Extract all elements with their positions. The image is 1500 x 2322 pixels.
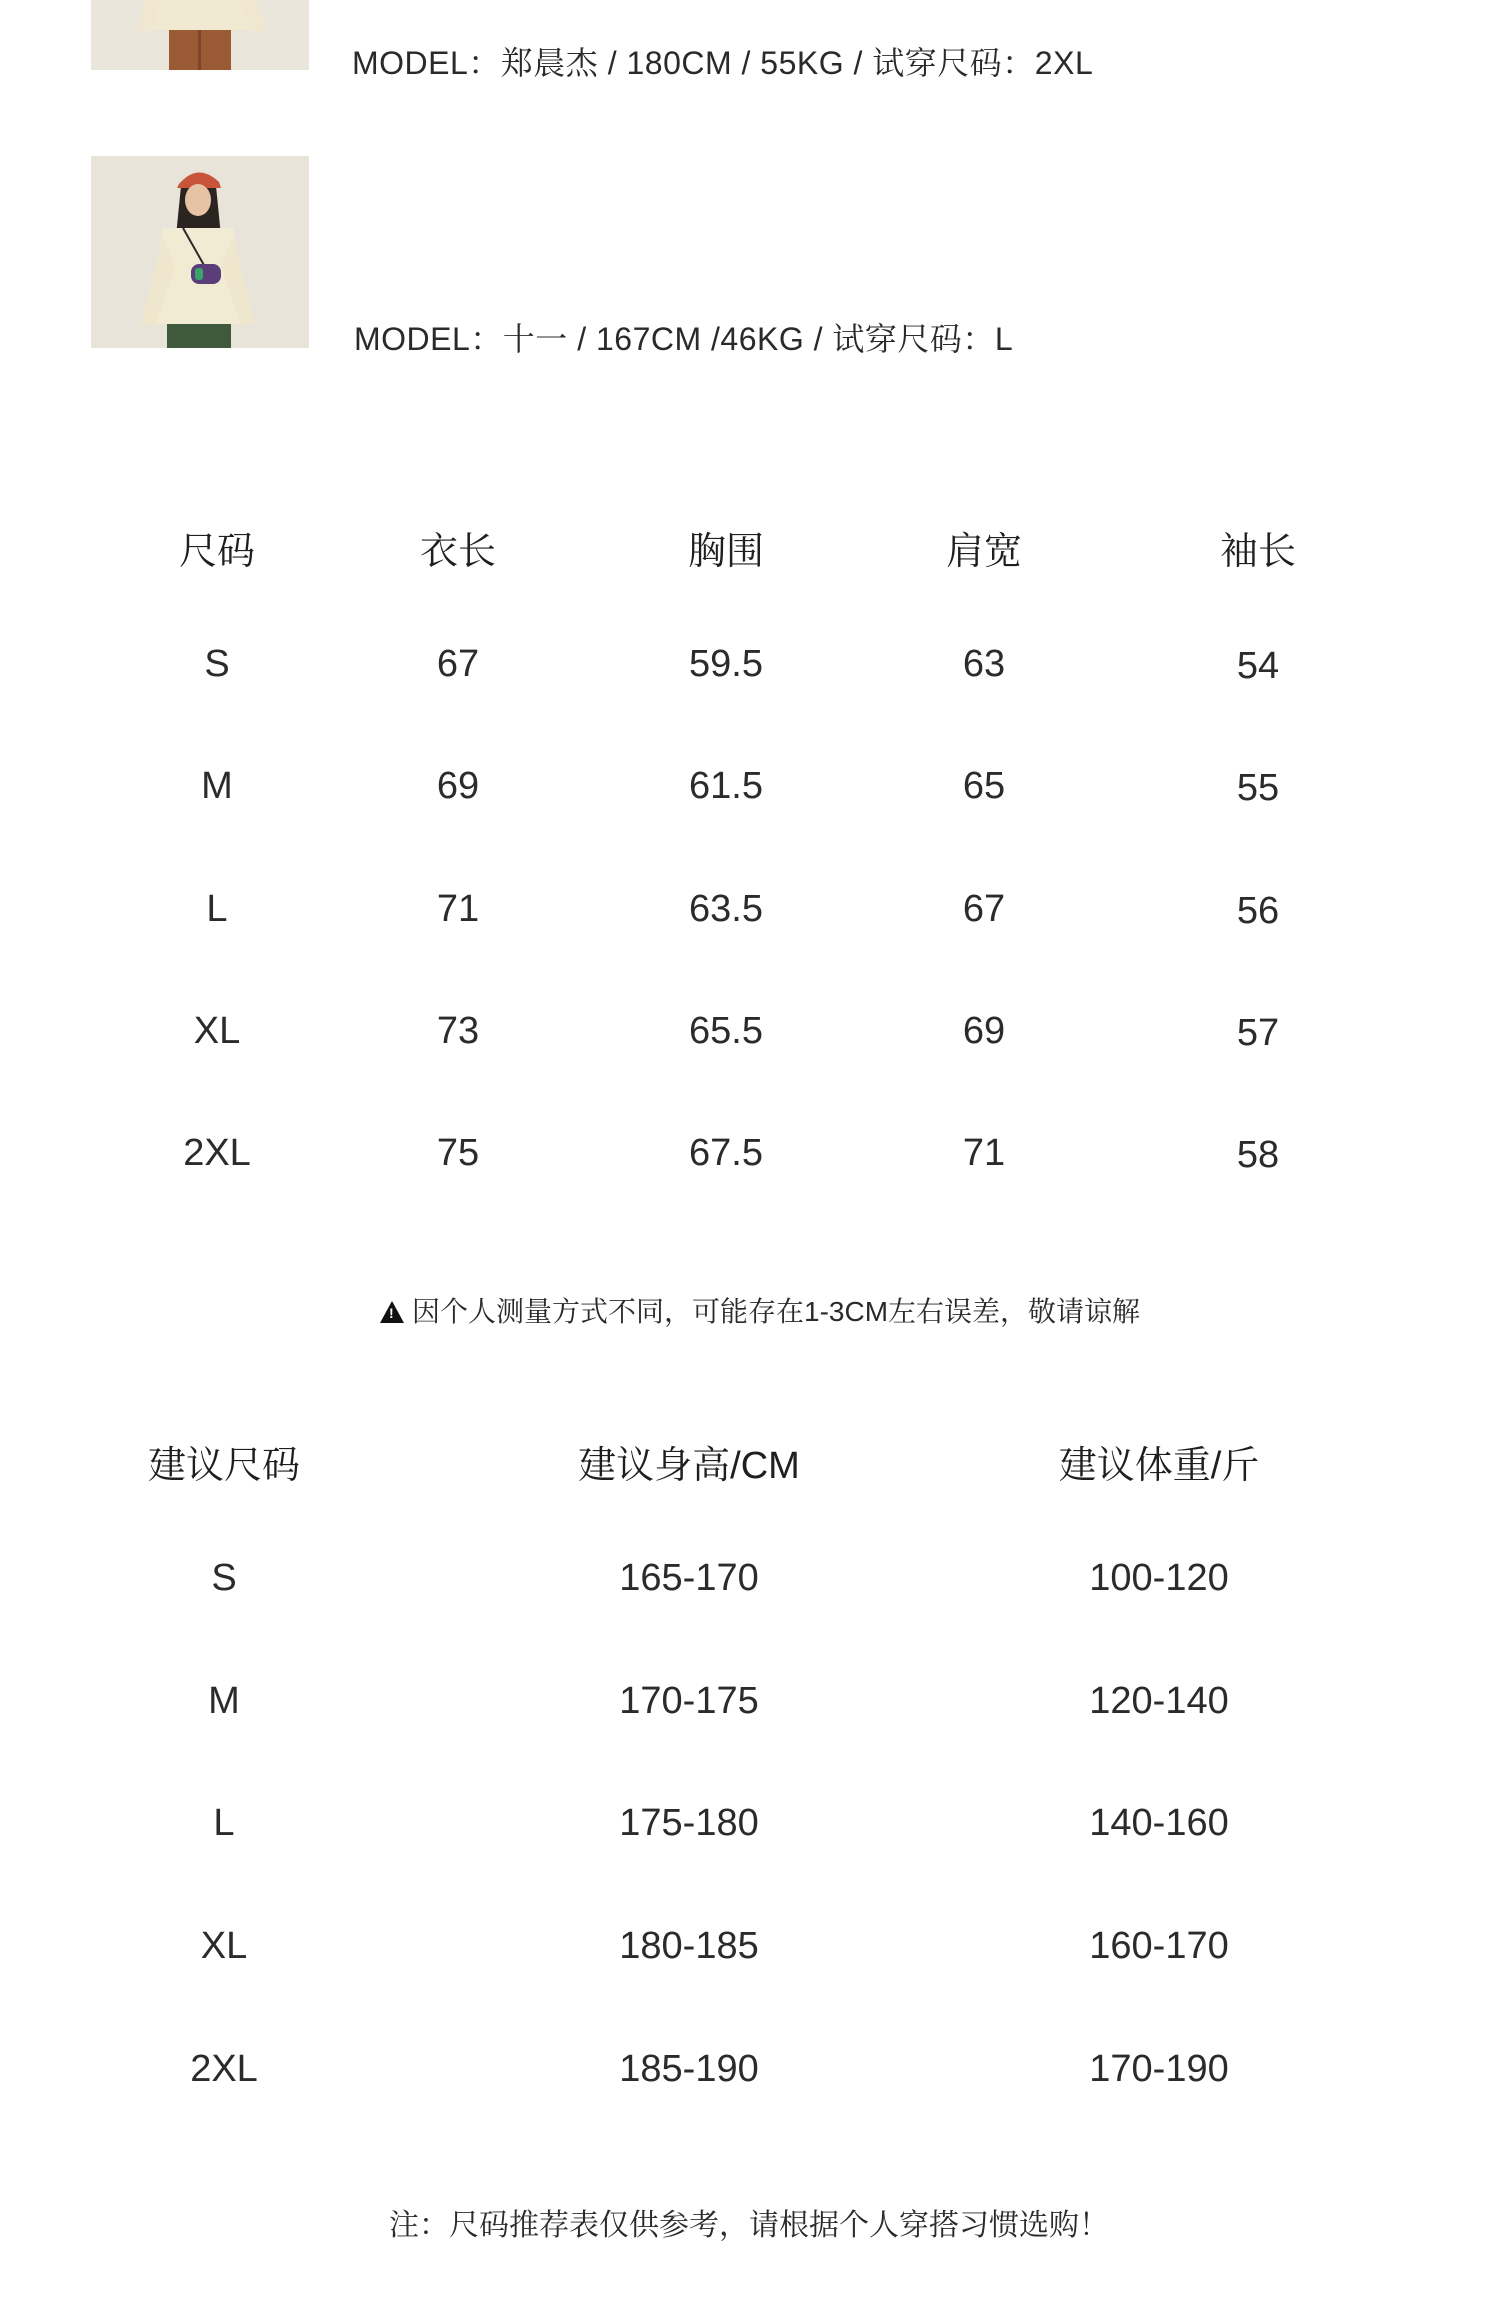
size-chart-header: 胸围 (687, 531, 765, 573)
model-photo-2 (91, 156, 309, 348)
size-chart-cell: XL (193, 1010, 241, 1052)
size-chart-cell: 58 (1236, 1134, 1280, 1176)
size-chart-cell: 65.5 (689, 1010, 763, 1052)
size-chart-header: 袖长 (1219, 531, 1297, 573)
recommend-chart-header: 建议尺码 (147, 1445, 301, 1487)
size-chart-cell: M (201, 765, 233, 807)
recommend-chart-cell: 180-185 (619, 1925, 759, 1967)
recommend-chart-cell: 175-180 (619, 1802, 759, 1844)
size-chart-cell: 63.5 (689, 888, 763, 930)
recommend-chart-header: 建议身高/CM (578, 1445, 800, 1487)
size-chart-cell: 2XL (183, 1132, 251, 1174)
measure-note-text: 因个人测量方式不同，可能存在1-3CM左右误差，敬请谅解 (412, 1296, 1141, 1327)
size-chart-cell: 67 (436, 643, 480, 685)
size-chart-cell: 54 (1236, 645, 1280, 687)
size-chart-header: 尺码 (178, 531, 256, 573)
size-chart-cell: 65 (962, 765, 1006, 807)
size-chart-cell: 59.5 (689, 643, 763, 685)
recommend-chart-cell: L (213, 1802, 235, 1844)
recommend-chart-cell: M (208, 1680, 240, 1722)
size-chart-cell: 75 (436, 1132, 480, 1174)
measure-note (380, 1290, 1140, 1330)
size-chart-cell: 67.5 (689, 1132, 763, 1174)
recommend-chart-cell: 170-190 (1089, 2048, 1229, 2090)
model-caption-2: MODEL：十一 / 167CM /46KG / 试穿尺码：L (354, 321, 1014, 357)
recommend-chart-cell: 165-170 (619, 1557, 759, 1599)
size-chart-cell: 69 (436, 765, 480, 807)
size-chart-header: 肩宽 (945, 531, 1023, 573)
recommend-chart-cell: 170-175 (619, 1680, 759, 1722)
recommend-chart-cell: 100-120 (1089, 1557, 1229, 1599)
size-chart-cell: 73 (436, 1010, 480, 1052)
size-chart-cell: 57 (1236, 1012, 1280, 1054)
recommend-chart-cell: S (211, 1557, 237, 1599)
recommend-chart-cell: 2XL (190, 2048, 258, 2090)
size-chart-cell: 67 (962, 888, 1006, 930)
recommend-chart-cell: 160-170 (1089, 1925, 1229, 1967)
size-chart-header: 衣长 (419, 531, 497, 573)
size-chart-cell: 63 (962, 643, 1006, 685)
size-chart-cell: 55 (1236, 767, 1280, 809)
recommend-chart-cell: 120-140 (1089, 1680, 1229, 1722)
size-chart-cell: 71 (436, 888, 480, 930)
size-chart-cell: 56 (1236, 890, 1280, 932)
size-chart-cell: 71 (962, 1132, 1006, 1174)
footer-note: 注：尺码推荐表仅供参考，请根据个人穿搭习惯选购！ (389, 2209, 1109, 2242)
recommend-chart-cell: XL (200, 1925, 248, 1967)
size-chart-cell: 69 (962, 1010, 1006, 1052)
size-chart-cell: 61.5 (689, 765, 763, 807)
recommend-chart-header: 建议体重/斤 (1058, 1445, 1260, 1487)
size-chart-cell: L (206, 888, 228, 930)
recommend-chart-cell: 140-160 (1089, 1802, 1229, 1844)
model-caption-1: MODEL：郑晨杰 / 180CM / 55KG / 试穿尺码：2XL (352, 45, 1094, 81)
warning-icon (380, 1301, 404, 1323)
recommend-chart-cell: 185-190 (619, 2048, 759, 2090)
model-photo-1 (91, 0, 309, 70)
size-chart-cell: S (204, 643, 230, 685)
